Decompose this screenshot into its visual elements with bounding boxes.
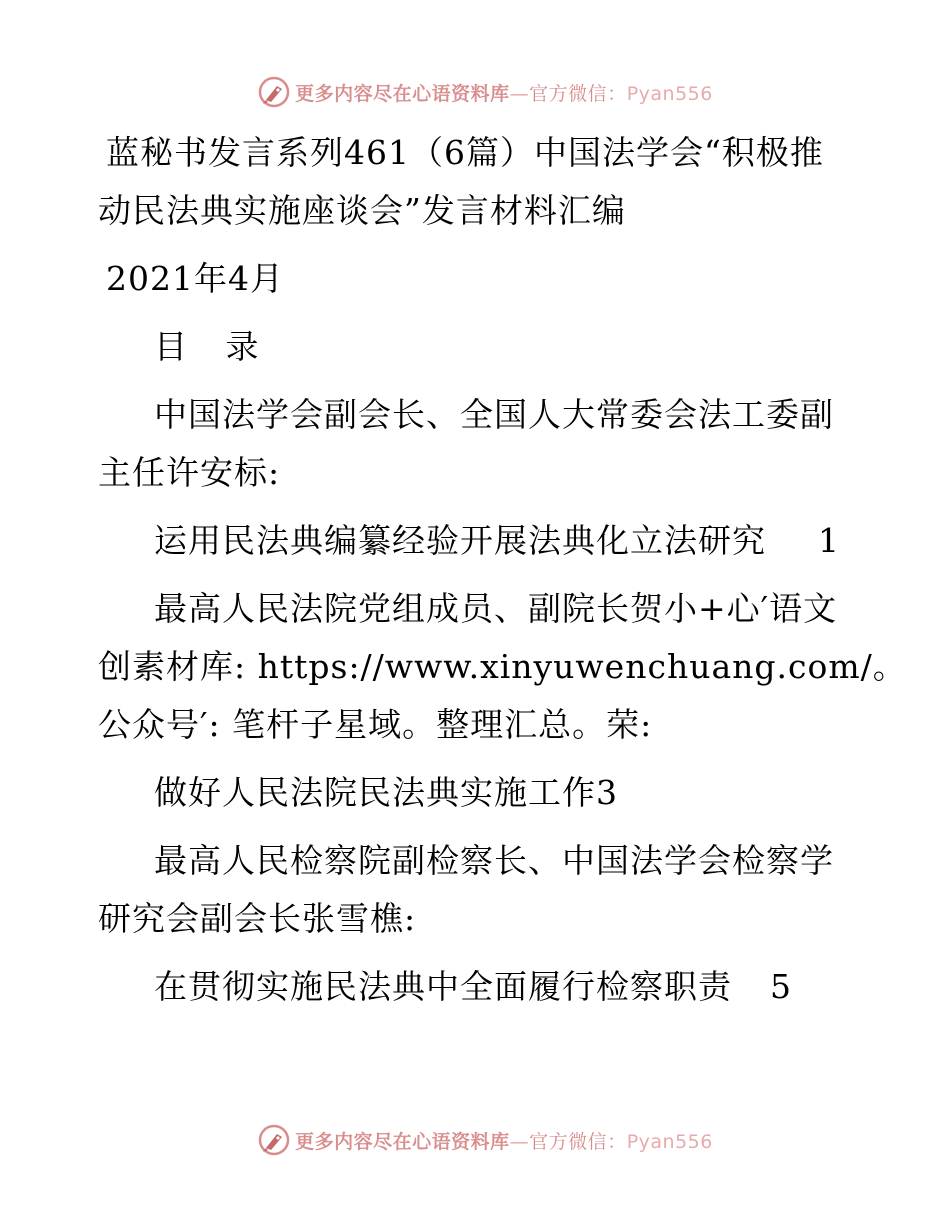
watermark-wechat-id: Pyan556 [626, 82, 713, 105]
watermark-official: 官方微信： [529, 1130, 627, 1153]
toc-entry-1-page: 1 [818, 521, 840, 560]
toc-entry-3-page: 5 [770, 967, 792, 1006]
toc-entry-3-speaker-line-2: 研究会副会长张雪樵: [98, 899, 417, 938]
toc-entry-2-speaker-line-3: 公众号′: 笔杆子星域。整理汇总。荣: [98, 705, 653, 744]
watermark-text [295, 1127, 713, 1154]
document-title-line-2: 动民法典实施座谈会”发言材料汇编 [98, 191, 626, 230]
watermark-official: 官方微信： [529, 82, 627, 105]
toc-heading: 目 录 [154, 327, 273, 366]
toc-entry-1-title: 运用民法典编纂经验开展法典化立法研究 [154, 521, 766, 560]
toc-entry-2-title: 做好人民法院民法典实施工作 [154, 773, 596, 812]
toc-entry-3-title: 在贯彻实施民法典中全面履行检察职责 [154, 967, 732, 1006]
document-page [98, 124, 907, 1016]
toc-entry-1[interactable] [98, 512, 858, 570]
watermark-banner-bottom [0, 1120, 950, 1160]
toc-entry-2-page: 3 [596, 773, 618, 812]
watermark-brand: 更多内容尽在心语资料库 [295, 1130, 510, 1153]
toc-entry-3-speaker-line-1: 最高人民检察院副检察长、中国法学会检察学 [154, 841, 834, 880]
watermark-brand: 更多内容尽在心语资料库 [295, 82, 510, 105]
pen-nib-logo-icon [257, 1123, 291, 1157]
document-title-line-1: 蓝秘书发言系列461（6篇）中国法学会“积极推 [106, 133, 824, 172]
toc-entry-1-speaker-line-2: 主任许安标: [98, 453, 281, 492]
watermark-separator: — [509, 82, 530, 105]
toc-entry-2-speaker-line-2: 创素材库: https://www.xinyuwenchuang.com/。 [98, 647, 907, 686]
toc-entry-2-speaker-line-1: 最高人民法院党组成员、副院长贺小+心′语文 [154, 589, 838, 628]
toc-entry-2[interactable] [98, 764, 858, 822]
watermark-text [295, 79, 713, 106]
watermark-separator: — [509, 1130, 530, 1153]
toc-entry-1-speaker-line-1: 中国法学会副会长、全国人大常委会法工委副 [154, 395, 834, 434]
watermark-wechat-id: Pyan556 [626, 1130, 713, 1153]
pen-nib-logo-icon [257, 75, 291, 109]
toc-entry-3[interactable] [98, 958, 858, 1016]
document-date: 2021年4月 [106, 259, 284, 298]
watermark-banner-top [0, 72, 950, 112]
